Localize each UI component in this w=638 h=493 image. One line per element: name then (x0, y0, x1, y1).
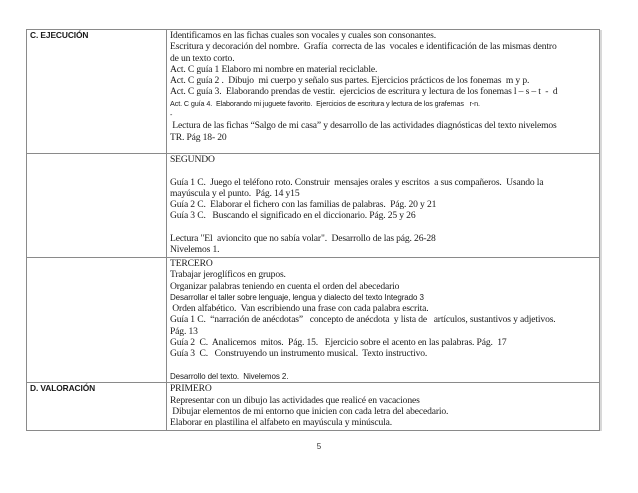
activity-line: Lectura de las fichas “Salgo de mi casa” y desarrollo de las actividades diagnósticas del texto nivelemos (170, 120, 557, 132)
blank-line (170, 222, 596, 233)
activity-line: Guía 1 C. Juego el teléfono roto. Construir mensajes orales y escritos a sus compañeros. Usando la (170, 176, 544, 188)
table-row-tercero (27, 258, 600, 383)
blank-line (170, 360, 596, 371)
activity-line: Organizar palabras teniendo en cuenta el orden del abecedario (170, 280, 400, 292)
tercero-cell (167, 258, 600, 383)
activity-line: Act. C guía 3. Elaborando prendas de vestir. ejercicios de escritura y lectura de los fonemas l – s – t - d (170, 86, 558, 98)
activity-line: Identificamos en las fichas cuales son vocales y cuales son consonantes. (170, 30, 436, 41)
page-number: 5 (316, 442, 322, 451)
activity-line: Guía 3 C. Construyendo un instrumento musical. Texto instructivo. (170, 348, 428, 360)
table-shadow (600, 30, 602, 431)
blank-line (170, 165, 596, 176)
dash-line: - (170, 110, 173, 120)
ejecucion-primero-cell (167, 30, 600, 154)
activity-line: Guía 3 C. Buscando el significado en el diccionario. Pág. 25 y 26 (170, 210, 416, 222)
activity-line: Desarrollar el taller sobre lenguaje, lengua y dialecto del texto Integrado 3 (170, 292, 424, 302)
row-label-empty (27, 258, 167, 383)
table-row-segundo (27, 154, 600, 258)
activity-line: Guía 2 C. Analicemos mitos. Pág. 15. Ejercicio sobre el acento en las palabras. Pág. 17 (170, 337, 507, 349)
activity-line: Pág. 13 (170, 325, 198, 337)
activity-line: Escritura y decoración del nombre. Grafía correcta de las vocales e identificación de las mismas dentro (170, 41, 557, 53)
valoracion-cell (167, 383, 600, 431)
activity-line: Representar con un dibujo las actividades que realicé en vacaciones (170, 394, 420, 406)
row-label-ejecucion: C. EJECUCIÓN (27, 30, 167, 154)
table-row-valoracion (27, 383, 600, 431)
section-heading-segundo: SEGUNDO (170, 154, 215, 165)
activity-line: Lectura "El avioncito que no sabía volar". Desarrollo de las pág. 26-28 (170, 233, 436, 245)
segundo-cell (167, 154, 600, 258)
activity-line: Orden alfabético. Van escribiendo una frase con cada palabra escrita. (170, 303, 429, 315)
activity-line: Guía 1 C. “narración de anécdotas” concepto de anécdota y lista de artículos, sustantivos y adjetivos. (170, 314, 556, 326)
section-heading-primero: PRIMERO (170, 383, 212, 395)
activity-line: mayúscula y el punto. Pág. 14 y15 (170, 187, 300, 199)
activity-line: TR. Pág 18- 20 (170, 131, 227, 143)
activity-line: Elaborar en plastilina el alfabeto en mayúscula y minúscula. (170, 417, 392, 429)
activity-line: de un texto corto. (170, 52, 235, 64)
activity-line: Desarrollo del texto. Nivelemos 2. (170, 371, 289, 381)
activity-line: Dibujar elementos de mi entorno que inicien con cada letra del abecedario. (170, 405, 449, 417)
row-label-valoracion: D. VALORACIÓN (27, 383, 167, 431)
section-heading-tercero: TERCERO (170, 258, 213, 269)
activity-line: Act. C guía 1 Elaboro mi nombre en material reciclable. (170, 63, 378, 75)
activity-line: Trabajar jeroglíficos en grupos. (170, 269, 286, 281)
table-row-ejecucion (27, 30, 600, 154)
activity-line: Nivelemos 1. (170, 244, 220, 256)
activity-line: Act. C guía 4. Elaborando mi juguete favorito. Ejercicios de escritura y lectura de los grafemas r-n. (170, 98, 480, 108)
row-label-empty (27, 154, 167, 258)
activity-line: Act. C guía 2 . Dibujo mi cuerpo y señalo sus partes. Ejercicios prácticos de los fonemas m y p. (170, 75, 530, 87)
activity-line: Guía 2 C. Elaborar el fichero con las familias de palabras. Pág. 20 y 21 (170, 199, 437, 211)
lesson-plan-table (26, 29, 600, 431)
